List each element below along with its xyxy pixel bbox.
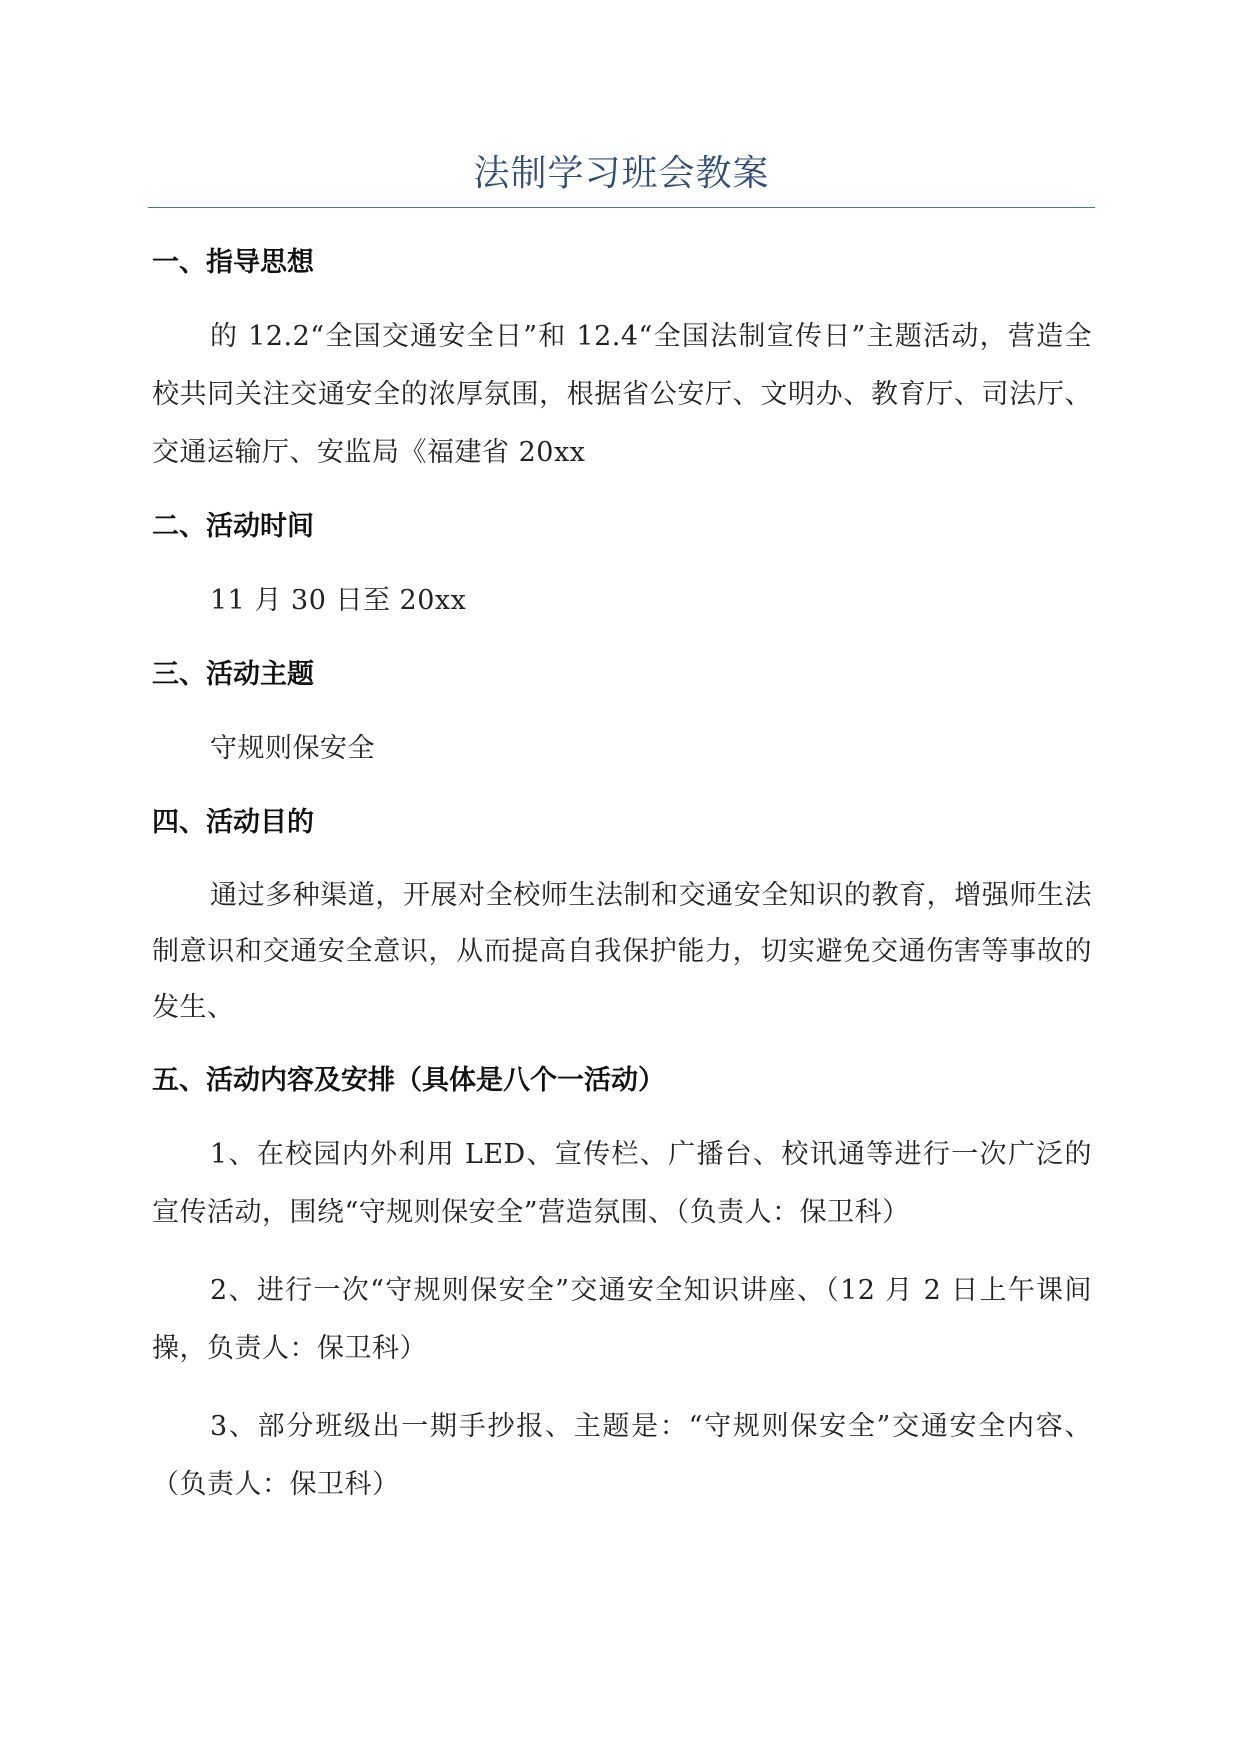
section-guiding-ideology bbox=[152, 238, 1092, 482]
section-heading: 二、活动时间 bbox=[152, 511, 314, 542]
section-heading: 四、活动目的 bbox=[152, 807, 314, 838]
section-activity-content bbox=[152, 1056, 1092, 1514]
section-heading: 三、活动主题 bbox=[152, 659, 314, 690]
section-activity-purpose bbox=[152, 798, 1092, 1036]
section-paragraph: 3、部分班级出一期手抄报、主题是：“守规则保安全”交通安全内容、（负责人：保卫科） bbox=[152, 1411, 1092, 1500]
section-paragraph: 11 月 30 日至 20xx bbox=[210, 585, 467, 616]
section-activity-time bbox=[152, 502, 1092, 630]
section-paragraph: 通过多种渠道，开展对全校师生法制和交通安全知识的教育，增强师生法制意识和交通安全意识，从而提高自我保护能力，切实避免交通伤害等事故的发生、 bbox=[152, 880, 1092, 1023]
section-heading: 一、指导思想 bbox=[152, 247, 314, 278]
section-paragraph: 守规则保安全 bbox=[210, 733, 375, 764]
section-activity-theme bbox=[152, 650, 1092, 778]
document-body bbox=[152, 238, 1092, 1534]
title-divider bbox=[148, 207, 1095, 208]
section-paragraph: 1、在校园内外利用 LED、宣传栏、广播台、校讯通等进行一次广泛的宣传活动，围绕“守规则保安全”营造氛围、（负责人：保卫科） bbox=[152, 1139, 1092, 1228]
document-title: 法制学习班会教案 bbox=[473, 153, 770, 194]
section-heading: 五、活动内容及安排（具体是八个一活动） bbox=[152, 1065, 665, 1096]
section-paragraph: 的 12.2“全国交通安全日”和 12.4“全国法制宣传日”主题活动，营造全校共同关注交通安全的浓厚氛围，根据省公安厅、文明办、教育厅、司法厅、交通运输厅、安监局《福建省 20xx bbox=[152, 321, 1092, 468]
section-paragraph: 2、进行一次“守规则保安全”交通安全知识讲座、（12 月 2 日上午课间操，负责人：保卫科） bbox=[152, 1275, 1092, 1364]
